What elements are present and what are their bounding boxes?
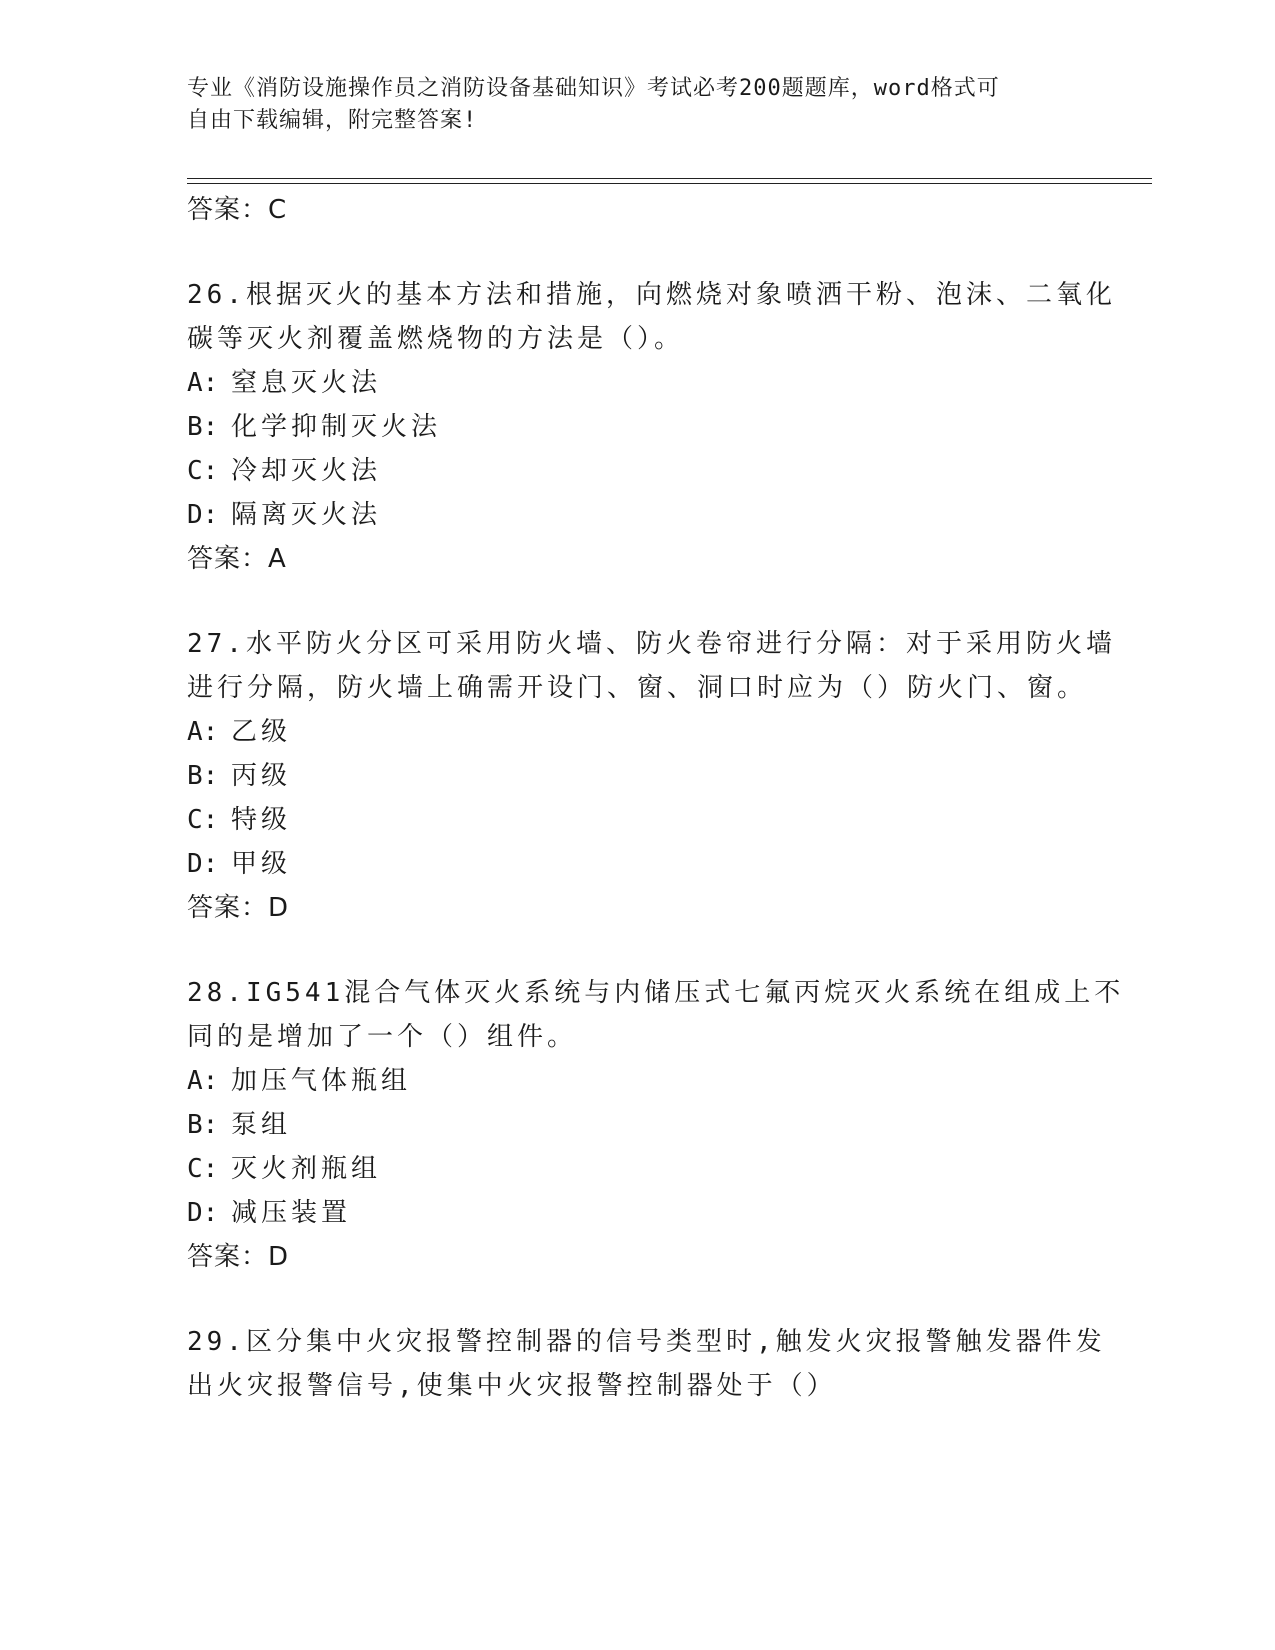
- header-line-2: 自由下载编辑，附完整答案!: [187, 108, 478, 133]
- option-a: [187, 1060, 411, 1097]
- document-header: [187, 73, 1087, 137]
- option-text: 隔离灭火法: [231, 500, 382, 530]
- option-letter: C:: [187, 805, 219, 835]
- question-text-line: 26.根据灭火的基本方法和措施，向燃烧对象喷洒干粉、泡沫、二氧化: [187, 280, 1116, 310]
- option-letter: B:: [187, 761, 219, 791]
- option-letter: B:: [187, 412, 219, 442]
- option-text: 丙级: [231, 761, 292, 791]
- option-b: [187, 755, 291, 792]
- option-d: [187, 843, 291, 880]
- option-text: 窒息灭火法: [231, 368, 382, 398]
- answer: 答案：A: [187, 544, 287, 574]
- question-text-line: 同的是增加了一个（）组件。: [187, 1022, 578, 1052]
- option-text: 乙级: [231, 717, 292, 747]
- option-text: 泵组: [231, 1110, 292, 1140]
- option-d: [187, 1192, 351, 1229]
- option-letter: A:: [187, 717, 219, 747]
- question-text-line: 进行分隔，防火墙上确需开设门、窗、洞口时应为（）防火门、窗。: [187, 673, 1088, 703]
- header-line-1: 专业《消防设施操作员之消防设备基础知识》考试必考200题题库，word格式可: [187, 76, 1000, 101]
- header-rule-bottom: [187, 183, 1152, 184]
- option-letter: B:: [187, 1110, 219, 1140]
- question-text-line: 27.水平防火分区可采用防火墙、防火卷帘进行分隔：对于采用防火墙: [187, 629, 1116, 659]
- question-text-line: 碳等灭火剂覆盖燃烧物的方法是（）。: [187, 324, 685, 354]
- option-letter: D:: [187, 1198, 219, 1228]
- question-text-line: 出火灾报警信号,使集中火灾报警控制器处于（）: [187, 1371, 837, 1401]
- answer-previous: 答案：C: [187, 195, 288, 225]
- option-text: 减压装置: [231, 1198, 352, 1228]
- option-letter: C:: [187, 456, 219, 486]
- answer: 答案：D: [187, 893, 290, 923]
- option-text: 加压气体瓶组: [231, 1066, 412, 1096]
- option-c: [187, 1148, 381, 1185]
- option-text: 特级: [231, 805, 292, 835]
- question-text-line: 29.区分集中火灾报警控制器的信号类型时,触发火灾报警触发器件发: [187, 1327, 1106, 1357]
- option-text: 冷却灭火法: [231, 456, 382, 486]
- option-d: [187, 494, 381, 531]
- option-a: [187, 362, 381, 399]
- option-letter: A:: [187, 1066, 219, 1096]
- option-c: [187, 799, 291, 836]
- option-a: [187, 711, 291, 748]
- header-rule-top: [187, 178, 1152, 179]
- option-b: [187, 1104, 291, 1141]
- option-letter: C:: [187, 1154, 219, 1184]
- option-letter: D:: [187, 500, 219, 530]
- option-text: 化学抑制灭火法: [231, 412, 442, 442]
- option-c: [187, 450, 381, 487]
- option-b: [187, 406, 441, 443]
- answer: 答案：D: [187, 1242, 290, 1272]
- option-text: 甲级: [231, 849, 292, 879]
- option-text: 灭火剂瓶组: [231, 1154, 382, 1184]
- option-letter: D:: [187, 849, 219, 879]
- question-text-line: 28.IG541混合气体灭火系统与内储压式七氟丙烷灭火系统在组成上不: [187, 978, 1125, 1008]
- option-letter: A:: [187, 368, 219, 398]
